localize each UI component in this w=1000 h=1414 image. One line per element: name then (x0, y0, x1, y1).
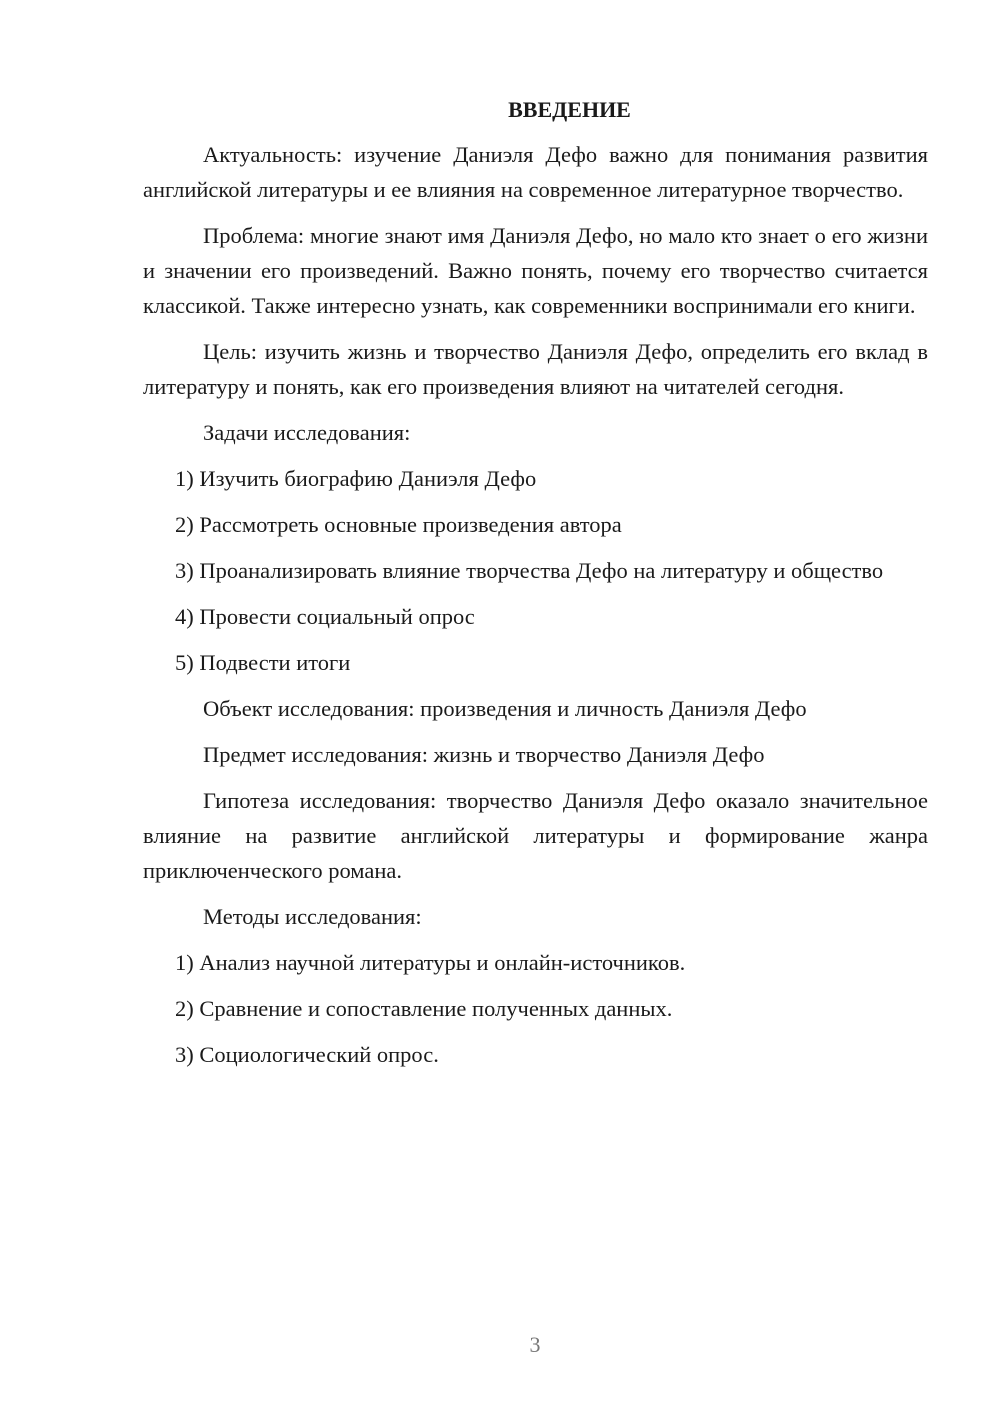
task-item: 3) Проанализировать влияние творчества Дефо на литературу и общество (175, 558, 884, 583)
object-line: Объект исследования: произведения и личность Даниэля Дефо (203, 696, 807, 721)
task-item: 2) Рассмотреть основные произведения автора (175, 512, 622, 537)
hypothesis-paragraph: Гипотеза исследования: творчество Даниэля Дефо оказало значительное влияние на развитие английской литературы и формирование жанра приключенческого романа. (143, 788, 928, 883)
goal-paragraph: Цель: изучить жизнь и творчество Даниэля Дефо, определить его вклад в литературу и понять, как его произведения влияют на читателей сегодня. (143, 339, 928, 399)
task-item: 4) Провести социальный опрос (175, 604, 475, 629)
task-item: 1) Изучить биографию Даниэля Дефо (175, 466, 537, 491)
relevance-paragraph: Актуальность: изучение Даниэля Дефо важно для понимания развития английской литературы и ее влияния на современное литературное творчество. (143, 142, 928, 202)
page-content (143, 92, 928, 1083)
problem-paragraph: Проблема: многие знают имя Даниэля Дефо, но мало кто знает о его жизни и значении его произведений. Важно понять, почему его творчество считается классикой. Также интересно узнать, как современники воспринимали его книги. (143, 223, 928, 318)
section-heading: ВВЕДЕНИЕ (508, 97, 631, 122)
method-item: 3) Социологический опрос. (175, 1042, 439, 1067)
page-number: 3 (529, 1332, 541, 1357)
task-item: 5) Подвести итоги (175, 650, 351, 675)
subject-line: Предмет исследования: жизнь и творчество Даниэля Дефо (203, 742, 765, 767)
methods-heading: Методы исследования: (203, 904, 422, 929)
tasks-heading: Задачи исследования: (203, 420, 411, 445)
method-item: 1) Анализ научной литературы и онлайн-источников. (175, 950, 686, 975)
method-item: 2) Сравнение и сопоставление полученных данных. (175, 996, 673, 1021)
